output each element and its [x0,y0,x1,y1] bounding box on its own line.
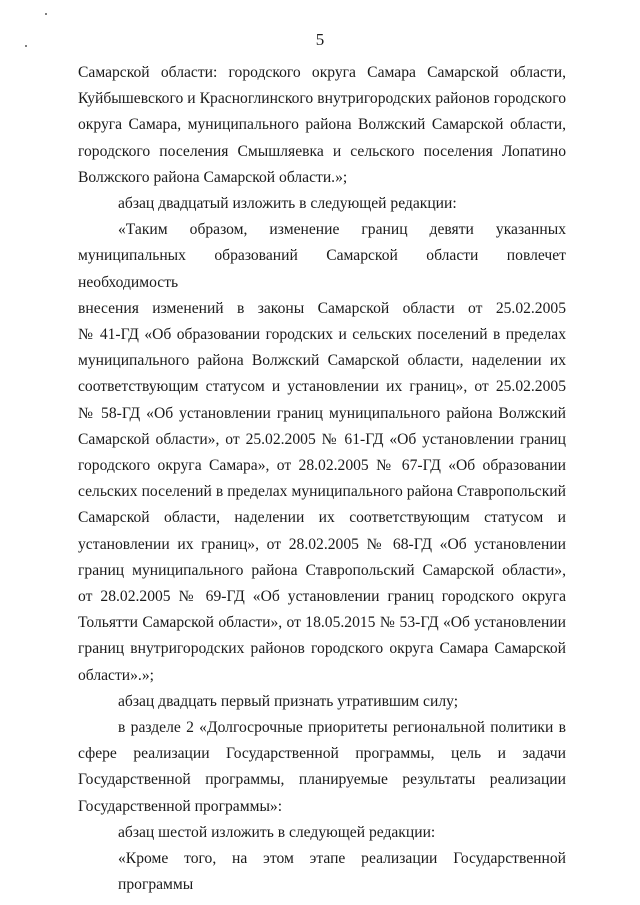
text-line: городского округа Самара», от 28.02.2005 № 67-ГД «Об образовании [78,457,566,475]
text-line: области».»; [78,666,154,684]
text-line: абзац двадцать первый признать утратившим силу; [118,692,459,710]
text-line: в разделе 2 «Долгосрочные приоритеты региональной политики в [118,719,566,737]
page-number: 5 [315,30,325,49]
text-line: сельских поселений в пределах муниципального района Ставропольский [78,483,566,501]
text-line: границ муниципального района Ставропольский Самарской области», [78,561,566,579]
scan-speck [45,13,47,15]
text-line: «Таким образом, изменение границ девяти указанных [118,221,566,239]
text-line: Государственной программы»: [78,797,283,815]
text-line: городского поселения Смышляевка и сельского поселения Лопатино [78,142,566,160]
document-body [78,60,566,899]
text-line: установлении их границ», от 28.02.2005 № 68-ГД «Об установлении [78,535,566,553]
text-line: Волжского района Самарской области.»; [78,168,348,186]
text-line: от 28.02.2005 № 69-ГД «Об установлении границ городского округа [78,588,566,606]
text-line: абзац двадцатый изложить в следующей редакции: [118,195,457,213]
text-line: № 41-ГД «Об образовании городских и сельских поселений в пределах [78,326,566,344]
text-line: Куйбышевского и Красноглинского внутригородских районов городского [78,90,566,108]
text-line: «Кроме того, на этом этапе реализации Государственной программы [118,850,566,894]
text-line: границ внутригородских районов городского округа Самара Самарской [78,640,566,658]
text-line: № 58-ГД «Об установлении границ муниципального района Волжский [78,404,566,422]
text-line: сфере реализации Государственной программы, цель и задачи [78,745,566,763]
text-line: Государственной программы, планируемые результаты реализации [78,771,566,789]
text-line: Самарской области: городского округа Самара Самарской области, [78,64,566,81]
text-line: муниципального района Волжский Самарской области, наделении их [78,352,566,370]
text-line: Самарской области, наделении их соответствующим статусом и [78,509,566,527]
text-line: Тольятти Самарской области», от 18.05.2015 № 53-ГД «Об установлении [78,614,566,632]
text-line: округа Самара, муниципального района Волжский Самарской области, [78,116,566,134]
text-line: соответствующим статусом и установлении их границ», от 25.02.2005 [78,378,566,396]
text-line: Самарской области», от 25.02.2005 № 61-ГД «Об установлении границ [78,430,566,448]
text-line: абзац шестой изложить в следующей редакции: [118,823,436,841]
text-line: внесения изменений в законы Самарской области от 25.02.2005 [78,299,566,317]
text-line: муниципальных образований Самарской области повлечет необходимость [78,247,566,291]
